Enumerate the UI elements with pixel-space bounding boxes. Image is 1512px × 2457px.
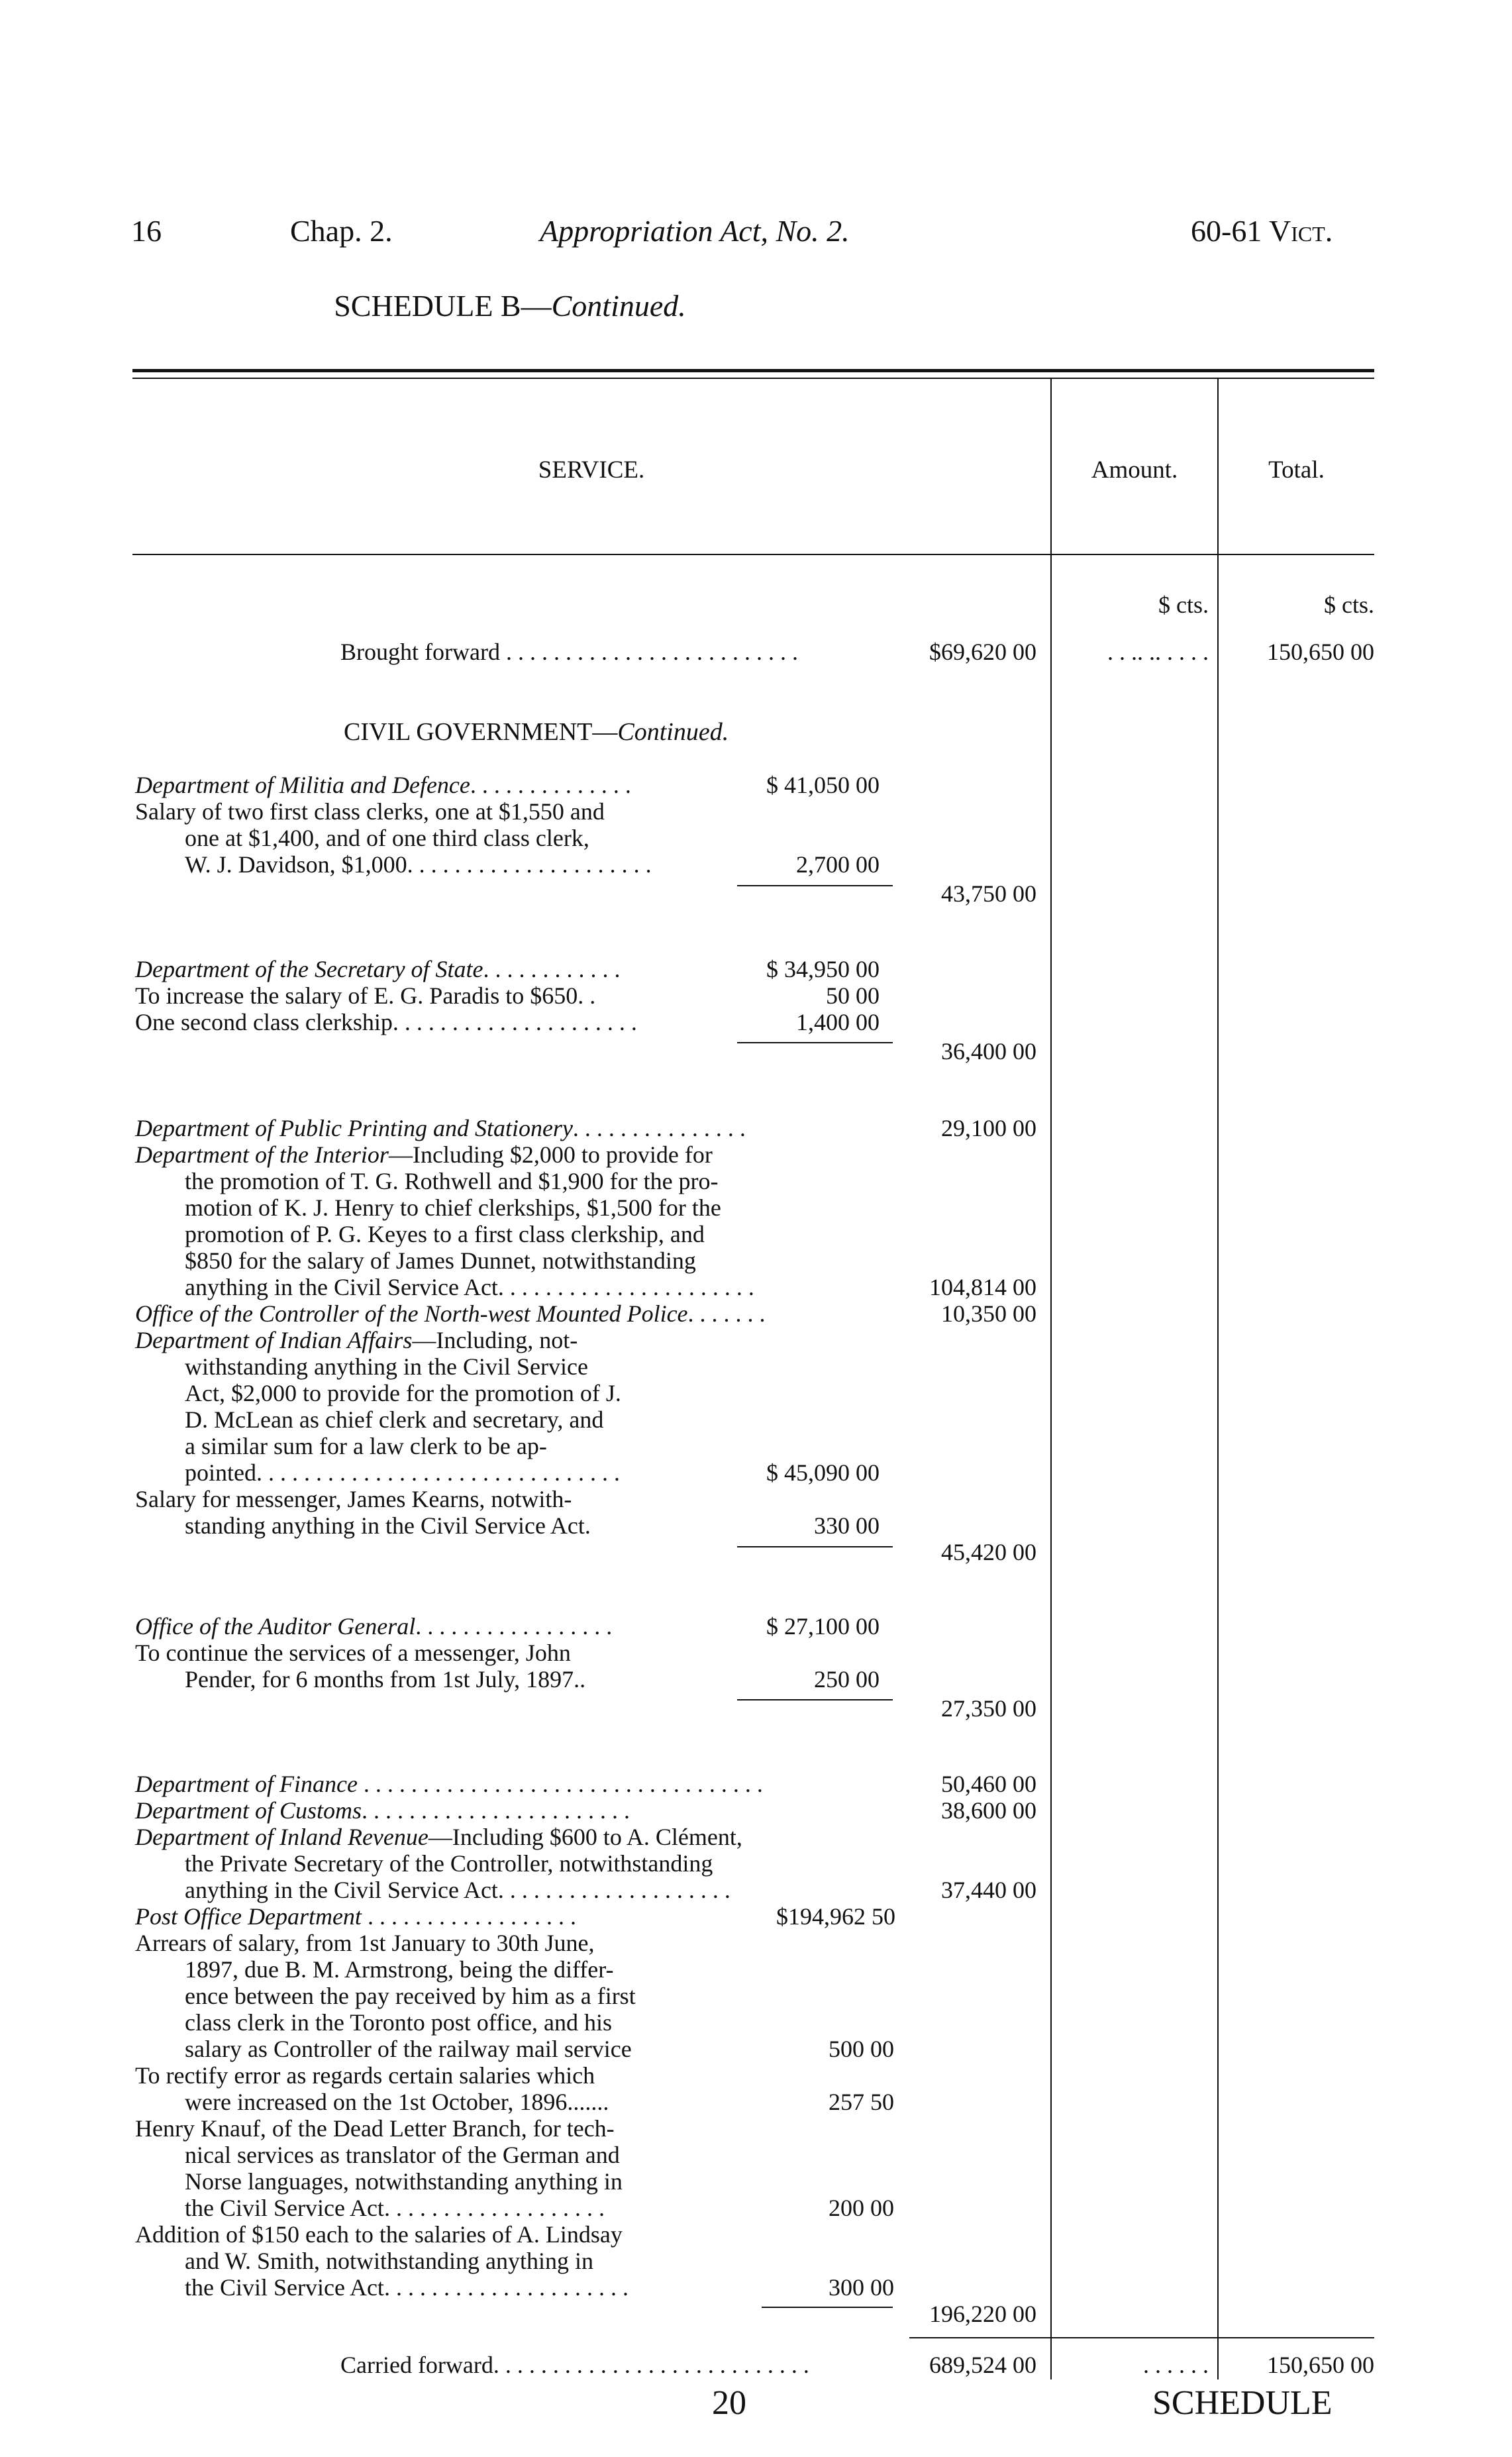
po-item2-amount: 257 50: [829, 2089, 894, 2115]
po-item1-line-3: ence between the pay received by him as a first: [185, 1983, 636, 2009]
schedule-title-main: SCHEDULE B—: [334, 289, 552, 323]
customs-title-text: Department of Customs: [135, 1797, 362, 1824]
printing-amount: 29,100 00: [941, 1115, 1036, 1141]
po-item2-line-1: To rectify error as regards certain salaries which: [135, 2062, 595, 2089]
inland-title-text: Department of Inland Revenue: [135, 1824, 428, 1850]
postoffice-subtotal: 196,220 00: [929, 2301, 1036, 2327]
indian-line-1: [135, 1326, 578, 1354]
page-number: 16: [131, 214, 162, 248]
service-column-header: SERVICE.: [538, 456, 645, 484]
secstate-subtotal: 36,400 00: [941, 1038, 1036, 1065]
po-item4-line-3-text: the Civil Service Act: [185, 2274, 384, 2301]
inland-line-3: anything in the Civil Service Act. . . . . . . . . . . . . . . . . . . .: [185, 1877, 731, 1903]
militia-subtotal: 43,750 00: [941, 880, 1036, 907]
auditor-title: Office of the Auditor General. . . . . . . . . . . . . . . . .: [135, 1613, 613, 1640]
secstate-line-2-text: One second class clerkship: [135, 1009, 393, 1035]
po-item3-line-4-text: the Civil Service Act: [185, 2195, 384, 2221]
militia-sum-rule: [737, 885, 893, 886]
auditor-subtotal: 27,350 00: [941, 1695, 1036, 1722]
militia-line-3: W. J. Davidson, $1,000. . . . . . . . . . . . . . . . . . . . .: [185, 851, 652, 878]
interior-line-5: $850 for the salary of James Dunnet, notwithstanding: [185, 1247, 696, 1274]
section-title: [344, 717, 729, 747]
schedule-title: [0, 288, 1020, 323]
militia-line-amount: 2,700 00: [796, 851, 880, 878]
brought-forward-total: 150,650 00: [1267, 639, 1374, 665]
postoffice-title-text: Post Office Department: [135, 1903, 362, 1930]
inland-line-2: the Private Secretary of the Controller, notwithstanding: [185, 1850, 713, 1877]
po-item1-line-4: class clerk in the Toronto post office, and his: [185, 2009, 613, 2036]
inland-line-1: [135, 1823, 742, 1851]
indian-messenger-line-1: Salary for messenger, James Kearns, notwith-: [135, 1486, 572, 1512]
catchword: SCHEDULE: [1152, 2384, 1333, 2422]
interior-title-text: Department of the Interior: [135, 1141, 389, 1168]
nwmp-title-text: Office of the Controller of the North-west Mounted Police: [135, 1300, 688, 1327]
po-item3-amount: 200 00: [829, 2195, 894, 2221]
indian-title-amount: $ 45,090 00: [766, 1459, 880, 1486]
schedule-title-continued: Continued.: [551, 289, 686, 323]
secstate-title-text: Department of the Secretary of State: [135, 956, 483, 982]
militia-title-amount: $ 41,050 00: [766, 772, 880, 798]
section-title-continued: Continued.: [617, 718, 729, 746]
interior-line-4: promotion of P. G. Keyes to a first class clerkship, and: [185, 1221, 705, 1247]
section-title-main: CIVIL GOVERNMENT—: [344, 718, 618, 746]
postoffice-title-amount: $194,962 50: [776, 1903, 895, 1930]
total-units: $ cts.: [1324, 592, 1374, 618]
secstate-title-amount: $ 34,950 00: [766, 956, 880, 982]
table-top-rule-thin: [132, 378, 1374, 379]
amount-units: $ cts.: [1158, 592, 1209, 618]
po-item3-line-2: nical services as translator of the German and: [185, 2142, 620, 2168]
indian-messenger-line-2: standing anything in the Civil Service Act.: [185, 1512, 591, 1539]
po-item4-line-3: the Civil Service Act. . . . . . . . . . . . . . . . . . . . .: [185, 2274, 629, 2301]
column-divider-amount: [1050, 379, 1052, 2379]
brought-forward-amount-dots: . . .. .. . . . .: [1107, 639, 1209, 665]
customs-title: Department of Customs. . . . . . . . . . . . . . . . . . . . . . .: [135, 1797, 630, 1824]
interior-line-6: anything in the Civil Service Act. . . . . . . . . . . . . . . . . . . . . .: [185, 1274, 754, 1300]
po-item3-line-1: Henry Knauf, of the Dead Letter Branch, for tech-: [135, 2115, 615, 2142]
carried-forward-label: Carried forward. . . . . . . . . . . . . . . . . . . . . . . . . . .: [340, 2352, 809, 2378]
header-bottom-rule: [132, 554, 1374, 555]
brought-forward-text: Brought forward: [340, 639, 500, 665]
auditor-line-2: Pender, for 6 months from 1st July, 1897..: [185, 1666, 586, 1693]
militia-line-3-text: W. J. Davidson, $1,000: [185, 851, 407, 878]
interior-line-3: motion of K. J. Henry to chief clerkships, $1,500 for the: [185, 1194, 721, 1221]
carried-forward-amount-dots: . . . . . .: [1143, 2352, 1209, 2378]
finance-title: Department of Finance . . . . . . . . . . . . . . . . . . . . . . . . . . . . . . . . . .: [135, 1771, 763, 1797]
table-top-rule: [132, 369, 1374, 372]
po-item1-line-5: salary as Controller of the railway mail service: [185, 2036, 632, 2062]
nwmp-title: Office of the Controller of the North-west Mounted Police. . . . . . .: [135, 1300, 766, 1327]
auditor-line-amount: 250 00: [814, 1666, 880, 1693]
brought-forward-service-amount: $69,620 00: [929, 639, 1036, 665]
indian-line-6-text: pointed: [185, 1459, 256, 1486]
interior-line-2: the promotion of T. G. Rothwell and $1,900 for the pro-: [185, 1168, 719, 1194]
secstate-line-1-text: To increase the salary of E. G. Paradis to $650: [135, 982, 578, 1009]
inland-amount: 37,440 00: [941, 1877, 1036, 1903]
carried-forward-text: Carried forward: [340, 2352, 493, 2378]
indian-line-1-text: —Including, not-: [412, 1327, 578, 1353]
printing-title-text: Department of Public Printing and Stationery: [135, 1115, 573, 1141]
po-item1-line-1: Arrears of salary, from 1st January to 30th June,: [135, 1930, 595, 1956]
indian-sum-rule: [737, 1546, 893, 1547]
secstate-line-2: One second class clerkship. . . . . . . . . . . . . . . . . . . . .: [135, 1009, 637, 1035]
secstate-sum-rule: [737, 1042, 893, 1043]
indian-messenger-amount: 330 00: [814, 1512, 880, 1539]
carried-forward-service-amount: 689,524 00: [929, 2352, 1036, 2378]
finance-title-text: Department of Finance: [135, 1771, 358, 1797]
amount-column-header: Amount.: [1091, 456, 1178, 484]
po-item3-line-4: the Civil Service Act. . . . . . . . . . . . . . . . . . .: [185, 2195, 605, 2221]
po-item4-line-2: and W. Smith, notwithstanding anything in: [185, 2248, 594, 2274]
auditor-title-amount: $ 27,100 00: [766, 1613, 880, 1640]
total-column-header: Total.: [1268, 456, 1325, 484]
act-title: Appropriation Act, No. 2.: [540, 214, 850, 248]
po-item1-amount: 500 00: [829, 2036, 894, 2062]
column-divider-total: [1217, 379, 1219, 2379]
chapter-label: Chap. 2.: [290, 214, 393, 248]
interior-amount: 104,814 00: [929, 1274, 1036, 1300]
po-item1-line-2: 1897, due B. M. Armstrong, being the differ-: [185, 1956, 614, 1983]
militia-line-1: Salary of two first class clerks, one at $1,550 and: [135, 798, 605, 825]
printing-title: Department of Public Printing and Stationery. . . . . . . . . . . . . . .: [135, 1115, 746, 1141]
secstate-line-1-amount: 50 00: [826, 982, 880, 1009]
finance-amount: 50,460 00: [941, 1771, 1036, 1797]
indian-line-3: Act, $2,000 to provide for the promotion of J.: [185, 1380, 621, 1406]
carried-forward-total: 150,650 00: [1267, 2352, 1374, 2378]
indian-line-6: pointed. . . . . . . . . . . . . . . . . . . . . . . . . . . . . . .: [185, 1459, 620, 1486]
militia-title-text: Department of Militia and Defence: [135, 772, 470, 798]
indian-line-2: withstanding anything in the Civil Service: [185, 1353, 588, 1380]
indian-line-5: a similar sum for a law clerk to be ap-: [185, 1433, 547, 1459]
auditor-line-1: To continue the services of a messenger, John: [135, 1640, 571, 1666]
interior-line-6-text: anything in the Civil Service Act: [185, 1274, 498, 1300]
auditor-sum-rule: [737, 1699, 893, 1700]
interior-line-1-text: —Including $2,000 to provide for: [388, 1141, 713, 1168]
folio-number: 20: [712, 2384, 746, 2422]
postoffice-sum-rule: [762, 2307, 893, 2308]
secstate-line-2-amount: 1,400 00: [796, 1009, 880, 1035]
indian-title-text: Department of Indian Affairs: [135, 1327, 413, 1353]
regnal-year: 60-61 Vict.: [1191, 214, 1333, 248]
po-item2-line-2: were increased on the 1st October, 1896.......: [185, 2089, 609, 2115]
nwmp-amount: 10,350 00: [941, 1300, 1036, 1327]
table-bottom-rule: [909, 2337, 1374, 2338]
indian-subtotal: 45,420 00: [941, 1539, 1036, 1565]
militia-line-2: one at $1,400, and of one third class clerk,: [185, 825, 589, 851]
po-item3-line-3: Norse languages, notwithstanding anything in: [185, 2168, 623, 2195]
po-item4-line-1: Addition of $150 each to the salaries of A. Lindsay: [135, 2221, 623, 2248]
indian-line-4: D. McLean as chief clerk and secretary, and: [185, 1406, 604, 1433]
secstate-title: Department of the Secretary of State. . . . . . . . . . . .: [135, 956, 621, 982]
interior-line-1: [135, 1141, 713, 1169]
secstate-line-1: To increase the salary of E. G. Paradis to $650. .: [135, 982, 596, 1009]
customs-amount: 38,600 00: [941, 1797, 1036, 1824]
militia-title: Department of Militia and Defence. . . . . . . . . . . . . .: [135, 772, 631, 798]
postoffice-title: Post Office Department . . . . . . . . . . . . . . . . . .: [135, 1903, 576, 1930]
po-item4-amount: 300 00: [829, 2274, 894, 2301]
inland-line-1-text: —Including $600 to A. Clément,: [428, 1824, 742, 1850]
auditor-title-text: Office of the Auditor General: [135, 1613, 416, 1640]
brought-forward-label: Brought forward . . . . . . . . . . . . . . . . . . . . . . . . .: [340, 639, 798, 665]
inland-line-3-text: anything in the Civil Service Act: [185, 1877, 498, 1903]
